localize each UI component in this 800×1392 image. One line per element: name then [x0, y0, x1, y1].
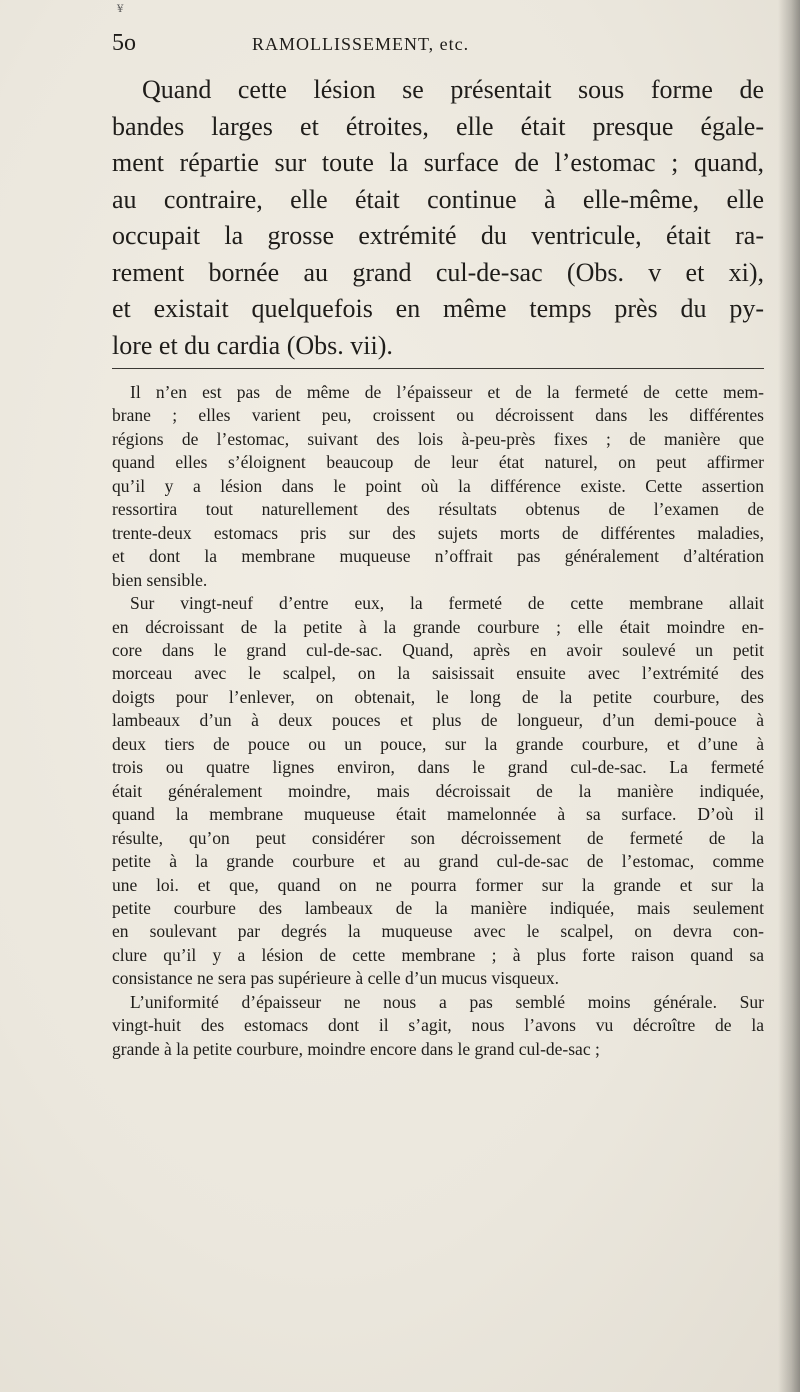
note-line: régions de l’estomac, suivant des lois à-peu-près fixes ; de manière que: [112, 428, 764, 449]
main-line: lore et du cardia (Obs. vii).: [112, 330, 393, 360]
note-line: lambeaux d’un à deux pouces et plus de longueur, d’un demi-pouce à: [112, 710, 764, 731]
note-line: clure qu’il y a lésion de cette membrane ; à plus forte raison quand sa: [112, 944, 764, 965]
note-line: core dans le grand cul-de-sac. Quand, après en avoir soulevé un petit: [112, 639, 764, 660]
note-line: quand la membrane muqueuse était mamelonnée à sa surface. D’où il: [112, 804, 764, 825]
note-line: deux tiers de pouce ou un pouce, sur la grande courbure, et d’une à: [112, 733, 764, 754]
note-line: petite à la grande courbure et au grand cul-de-sac de l’estomac, comme: [112, 851, 764, 872]
page-number: 5o: [112, 30, 136, 56]
note-line: consistance ne sera pas supérieure à celle d’un mucus visqueux.: [112, 968, 560, 989]
note-line: morceau avec le scalpel, on la saisissait ensuite avec l’extrémité des: [112, 663, 764, 684]
main-line: Quand cette lésion se présentait sous forme de: [142, 75, 764, 104]
note-line: quand elles s’éloignent beaucoup de leur état naturel, on peut affirmer: [112, 452, 764, 473]
note-line: qu’il y a lésion dans le point où la différence existe. Cette assertion: [112, 475, 764, 496]
note-line: Sur vingt-neuf d’entre eux, la fermeté de cette membrane allait: [130, 593, 764, 614]
note-line: en décroissant de la petite à la grande courbure ; elle était moindre en-: [112, 616, 764, 637]
main-line: occupait la grosse extrémité du ventricule, était ra-: [112, 221, 764, 250]
note-line: doigts pour l’enlever, on obtenait, le long de la petite courbure, des: [112, 686, 764, 707]
note-line: brane ; elles varient peu, croissent ou décroissent dans les différentes: [112, 405, 764, 426]
main-line: bandes larges et étroites, elle était presque égale-: [112, 111, 764, 141]
page-header: [112, 30, 752, 58]
main-line: et existait quelquefois en même temps près du py-: [112, 294, 764, 323]
main-line: au contraire, elle était continue à elle-même, elle: [112, 184, 764, 214]
note-line: ressortira tout naturellement des résultats obtenus de l’examen de: [112, 499, 764, 520]
note-line: petite courbure des lambeaux de la manière indiquée, mais seulement: [112, 897, 764, 918]
note-line: résulte, qu’on peut considérer son décroissement de fermeté de la: [112, 827, 764, 848]
note-line: en soulevant par degrés la muqueuse avec le scalpel, on devra con-: [112, 921, 764, 942]
note-line: grande à la petite courbure, moindre encore dans le grand cul-de-sac ;: [112, 1038, 600, 1059]
note-line: bien sensible.: [112, 569, 208, 590]
page-edge-shadow: [778, 0, 800, 1392]
note-line: trois ou quatre lignes environ, dans le grand cul-de-sac. La fermeté: [112, 757, 764, 778]
main-line: rement bornée au grand cul-de-sac (Obs. v et xi),: [112, 257, 764, 287]
main-paragraph: [112, 72, 764, 364]
note-line: vingt-huit des estomacs dont il s’agit, nous l’avons vu décroître de la: [112, 1015, 764, 1036]
footnote-divider: [112, 368, 764, 369]
note-line: une loi. et que, quand on ne pourra former sur la grande et sur la: [112, 874, 764, 895]
note-line: L’uniformité d’épaisseur ne nous a pas semblé moins générale. Sur: [130, 991, 764, 1012]
note-line: et dont la membrane muqueuse n’offrait pas généralement d’altération: [112, 546, 764, 567]
notes-section: [112, 381, 764, 1061]
note-line: était généralement moindre, mais décroissait de la manière indiquée,: [112, 780, 764, 801]
main-line: ment répartie sur toute la surface de l’estomac ; quand,: [112, 148, 764, 177]
note-line: trente-deux estomacs pris sur des sujets morts de différentes maladies,: [112, 522, 764, 543]
running-head: RAMOLLISSEMENT, etc.: [252, 34, 470, 54]
top-mark: ¥: [117, 4, 124, 15]
note-line: Il n’en est pas de même de l’épaisseur et de la fermeté de cette mem-: [130, 382, 764, 402]
